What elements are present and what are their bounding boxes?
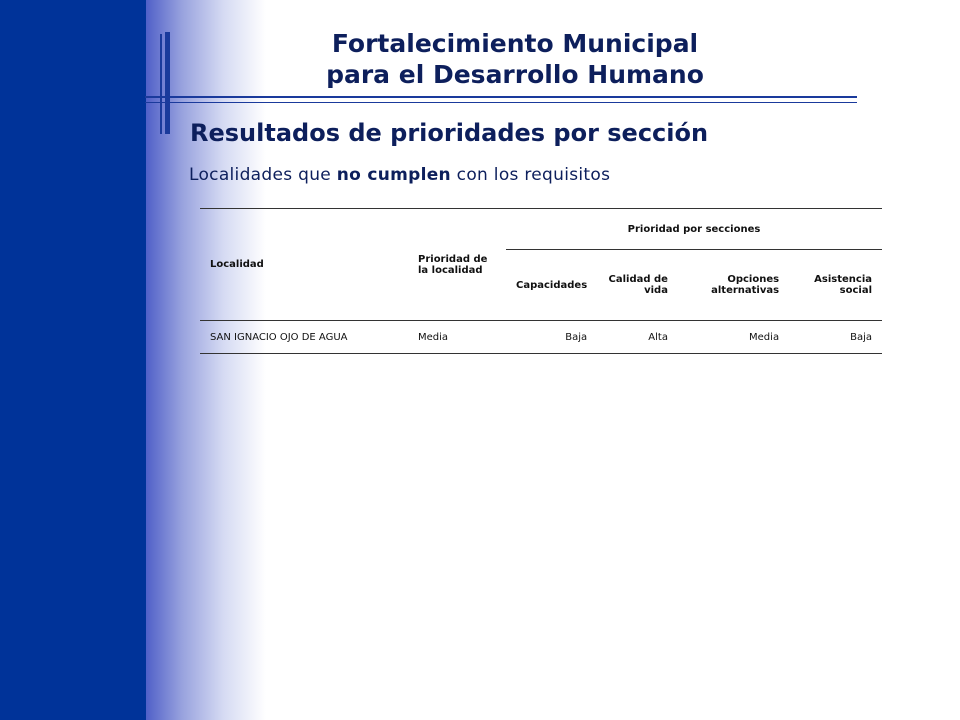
- slide-title: [260, 28, 770, 90]
- decorative-vertical-line-thick: [165, 32, 170, 134]
- cell-asistencia: Baja: [789, 321, 882, 354]
- subtitle-pre: Localidades que: [189, 165, 337, 185]
- slide-title-line1: Fortalecimiento Municipal: [331, 29, 699, 58]
- col-header-prioridad: Prioridad de la localidad: [408, 209, 506, 321]
- left-gradient-band: [146, 0, 266, 720]
- decorative-horizontal-line: [145, 96, 857, 98]
- left-blue-bar: [0, 0, 146, 720]
- cell-opciones: Media: [678, 321, 789, 354]
- section-heading: Resultados de prioridades por sección: [190, 119, 709, 147]
- col-header-calidad: Calidad de vida: [597, 250, 678, 321]
- table-row: [200, 321, 882, 354]
- col-header-opciones: Opciones alternativas: [678, 250, 789, 321]
- group-header-prioridad-secciones: Prioridad por secciones: [506, 209, 882, 250]
- decorative-vertical-line-thin: [160, 34, 162, 134]
- cell-prioridad: Media: [408, 321, 506, 354]
- slide-title-line2: para el Desarrollo Humano: [326, 60, 704, 89]
- cell-capacidades: Baja: [506, 321, 597, 354]
- col-header-localidad: Localidad: [200, 209, 408, 321]
- cell-localidad: SAN IGNACIO OJO DE AGUA: [200, 321, 408, 354]
- subtitle-post: con los requisitos: [450, 165, 611, 185]
- col-header-asistencia: Asistencia social: [789, 250, 882, 321]
- subtitle-bold: no cumplen: [336, 165, 451, 185]
- section-subtitle: [189, 165, 610, 185]
- cell-calidad: Alta: [597, 321, 678, 354]
- priority-table: [200, 208, 882, 354]
- decorative-horizontal-line-thin: [145, 102, 857, 103]
- col-header-capacidades: Capacidades: [506, 250, 597, 321]
